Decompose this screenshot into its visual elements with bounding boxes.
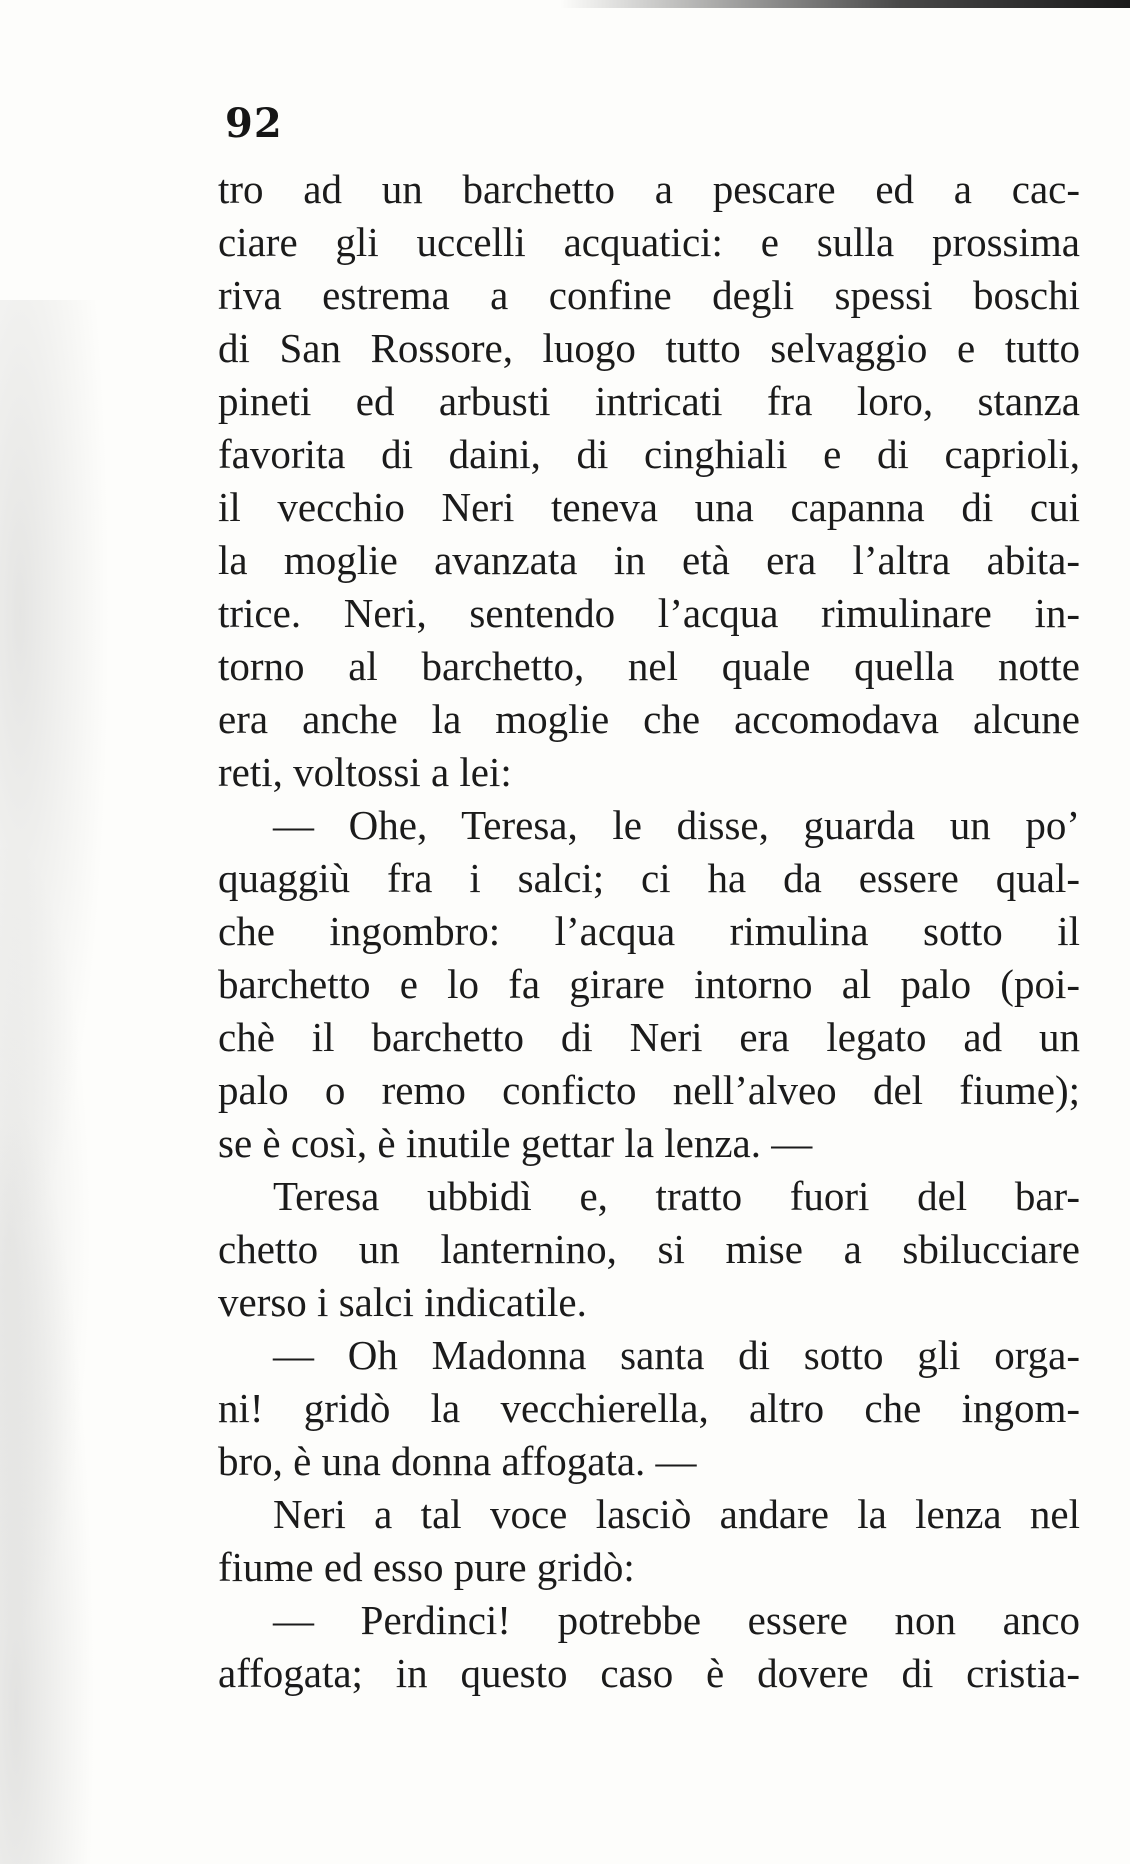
text-line: quaggiù fra i salci; ci ha da essere qual-	[218, 855, 1080, 901]
text-line: palo o remo conficto nell’alveo del fiume);	[218, 1067, 1080, 1113]
text-line: affogata; in questo caso è dovere di cristia-	[218, 1650, 1080, 1696]
body-text	[218, 163, 1080, 1700]
text-line: tro ad un barchetto a pescare ed a cac-	[218, 166, 1080, 212]
text-line: Neri a tal voce lasciò andare la lenza nel	[273, 1491, 1080, 1537]
text-line: il vecchio Neri teneva una capanna di cui	[218, 484, 1080, 530]
text-line: era anche la moglie che accomodava alcune	[218, 696, 1080, 742]
page-margin-stain	[0, 300, 200, 1864]
text-line: se è così, è inutile gettar la lenza. —	[218, 1120, 813, 1166]
text-line: ciare gli uccelli acquatici: e sulla prossima	[218, 219, 1080, 265]
text-line: pineti ed arbusti intricati fra loro, stanza	[218, 378, 1080, 424]
text-line: ni! gridò la vecchierella, altro che ingom-	[218, 1385, 1080, 1431]
text-line: fiume ed esso pure gridò:	[218, 1544, 635, 1590]
top-edge-rule	[560, 0, 1130, 8]
text-line: reti, voltossi a lei:	[218, 749, 512, 795]
text-line: — Ohe, Teresa, le disse, guarda un po’	[273, 802, 1080, 848]
text-line: di San Rossore, luogo tutto selvaggio e tutto	[218, 325, 1080, 371]
text-line: chè il barchetto di Neri era legato ad un	[218, 1014, 1080, 1060]
text-line: trice. Neri, sentendo l’acqua rimulinare in-	[218, 590, 1080, 636]
text-line: favorita di daini, di cinghiali e di caprioli,	[218, 431, 1080, 477]
text-line: — Perdinci! potrebbe essere non anco	[273, 1597, 1080, 1643]
text-line: verso i salci indicatile.	[218, 1279, 587, 1325]
text-line: che ingombro: l’acqua rimulina sotto il	[218, 908, 1080, 954]
page-number: 92	[225, 100, 283, 147]
text-line: bro, è una donna affogata. —	[218, 1438, 697, 1484]
text-line: riva estrema a confine degli spessi boschi	[218, 272, 1080, 318]
text-line: — Oh Madonna santa di sotto gli orga-	[273, 1332, 1080, 1378]
text-line: barchetto e lo fa girare intorno al palo (poi-	[218, 961, 1080, 1007]
text-line: chetto un lanternino, si mise a sbilucciare	[218, 1226, 1080, 1272]
text-line: la moglie avanzata in età era l’altra abita-	[218, 537, 1080, 583]
text-line: Teresa ubbidì e, tratto fuori del bar-	[273, 1173, 1080, 1219]
text-line: torno al barchetto, nel quale quella notte	[218, 643, 1080, 689]
